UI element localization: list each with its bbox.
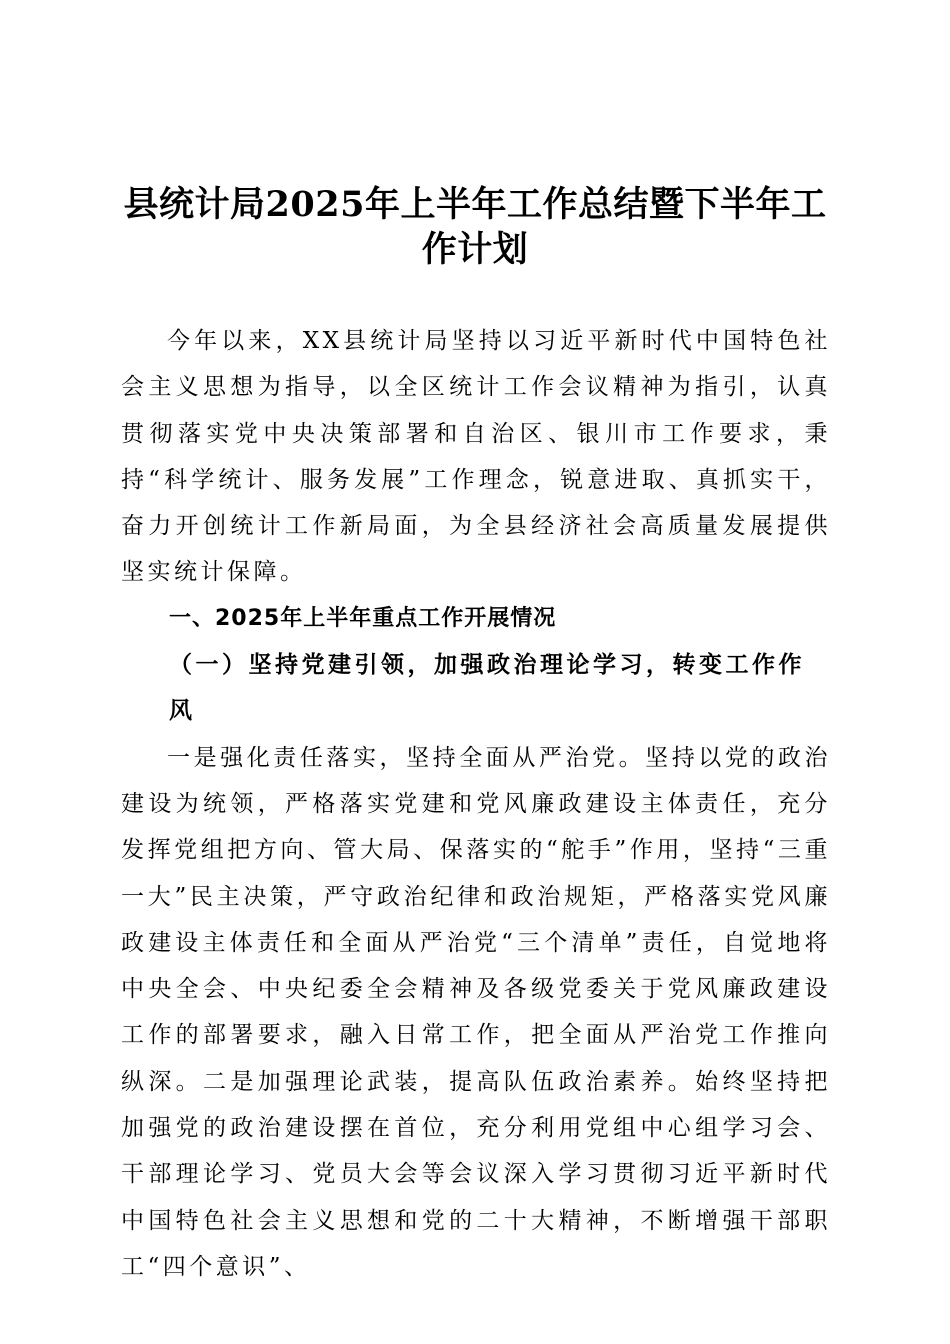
section-heading: 一、2025年上半年重点工作开展情况 [169,605,557,631]
intro-paragraph: 今年以来，XX县统计局坚持以习近平新时代中国特色社会主义思想为指导，以全区统计工作会议精神为指引，认真贯彻落实党中央决策部署和自治区、银川市工作要求，秉持“科学统计、服务发展”工作理念，锐意进取、真抓实干，奋力开创统计工作新局面，为全县经济社会高质量发展提供坚实统计保障。 [121,328,831,586]
body-paragraph: 一是强化责任落实，坚持全面从严治党。坚持以党的政治建设为统领，严格落实党建和党风廉政建设主体责任，充分发挥党组把方向、管大局、保落实的“舵手”作用，坚持“三重一大”民主决策，严守政治纪律和政治规矩，严格落实党风廉政建设主体责任和全面从严治党“三个清单”责任，自觉地将中央全会、中央纪委全会精神及各级党委关于党风廉政建设工作的部署要求，融入日常工作，把全面从严治党工作推向纵深。二是加强理论武装，提高队伍政治素养。始终坚持把加强党的政治建设摆在首位，充分利用党组中心组学习会、干部理论学习、党员大会等会议深入学习贯彻习近平新时代中国特色社会主义思想和党的二十大精神，不断增强干部职工“四个意识”、 [121,744,831,1280]
document-title: 县统计局2025年上半年工作总结暨下半年工作计划 [123,184,827,270]
document-body [121,318,831,1290]
subsection-heading: （一）坚持党建引领，加强政治理论学习，转变工作作风 [169,651,805,725]
